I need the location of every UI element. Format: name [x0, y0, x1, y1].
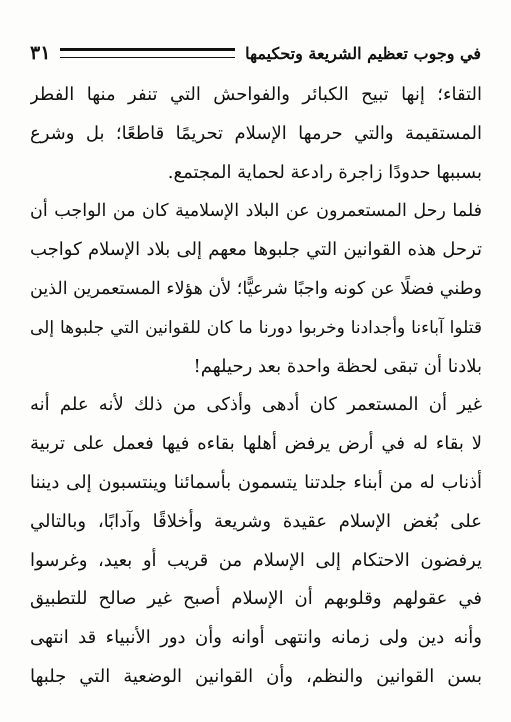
text-line: على بُغض الإسلام عقيدة وشريعة وأخلاقًا وآدابًا، وبالتالي	[30, 510, 482, 532]
text-line: ترحل هذه القوانين التي جلبوها معهم إلى بلاد الإسلام كواجب	[30, 239, 482, 261]
page-number: ٣١	[30, 42, 51, 64]
text-line: لا بقاء له في أرض يرفض أهلها بقاءه فيها فعمل على تربية	[30, 433, 482, 455]
text-line: وطني فضلًا عن كونه واجبًا شرعيًّا؛ لأن هؤلاء المستعمرين الذين	[30, 278, 482, 299]
text-line: غير أن المستعمر كان أدهى وأذكى من ذلك لأنه علم أنه	[30, 394, 482, 416]
header-title: في وجوب تعظيم الشريعة وتحكيمها	[245, 43, 481, 63]
running-header	[30, 38, 481, 68]
text-line: قتلوا آباءنا وأجدادنا وخربوا دورنا ما كان للقوانين التي جلبوها إلى	[30, 317, 482, 338]
text-line: بسببها حدودًا زاجرة رادعة لحماية المجتمع.	[167, 161, 482, 183]
text-line: وأنه دين ولى زمانه وانتهى أوانه وأن دور الأنبياء قد انتهى	[30, 627, 482, 649]
text-line: التقاء؛ إنها تبيح الكبائر والفواحش التي تنفر منها الفطر	[30, 84, 482, 105]
text-line: في عقولهم وقلوبهم أن الإسلام أصبح غير صالح للتطبيق	[30, 588, 482, 610]
text-line: فلما رحل المستعمرون عن البلاد الإسلامية كان من الواجب أن	[30, 201, 482, 222]
text-line: أذناب له من أبناء جلدتنا يتسمون بأسمائنا وينتسبون إلى ديننا	[30, 471, 482, 493]
body-text	[30, 76, 482, 697]
text-line: المستقيمة والتي حرمها الإسلام تحريمًا قاطعًا؛ بل وشرع	[30, 122, 482, 144]
header-rule	[60, 48, 235, 58]
text-line: بسن القوانين والنظم، وأن القوانين الوضعية التي جلبها	[30, 665, 482, 687]
text-line: يرفضون الاحتكام إلى الإسلام من قريب أو بعيد، وغرسوا	[30, 549, 482, 571]
text-line: بلادنا أن تبقى لحظة واحدة بعد رحيلهم!	[193, 355, 482, 377]
